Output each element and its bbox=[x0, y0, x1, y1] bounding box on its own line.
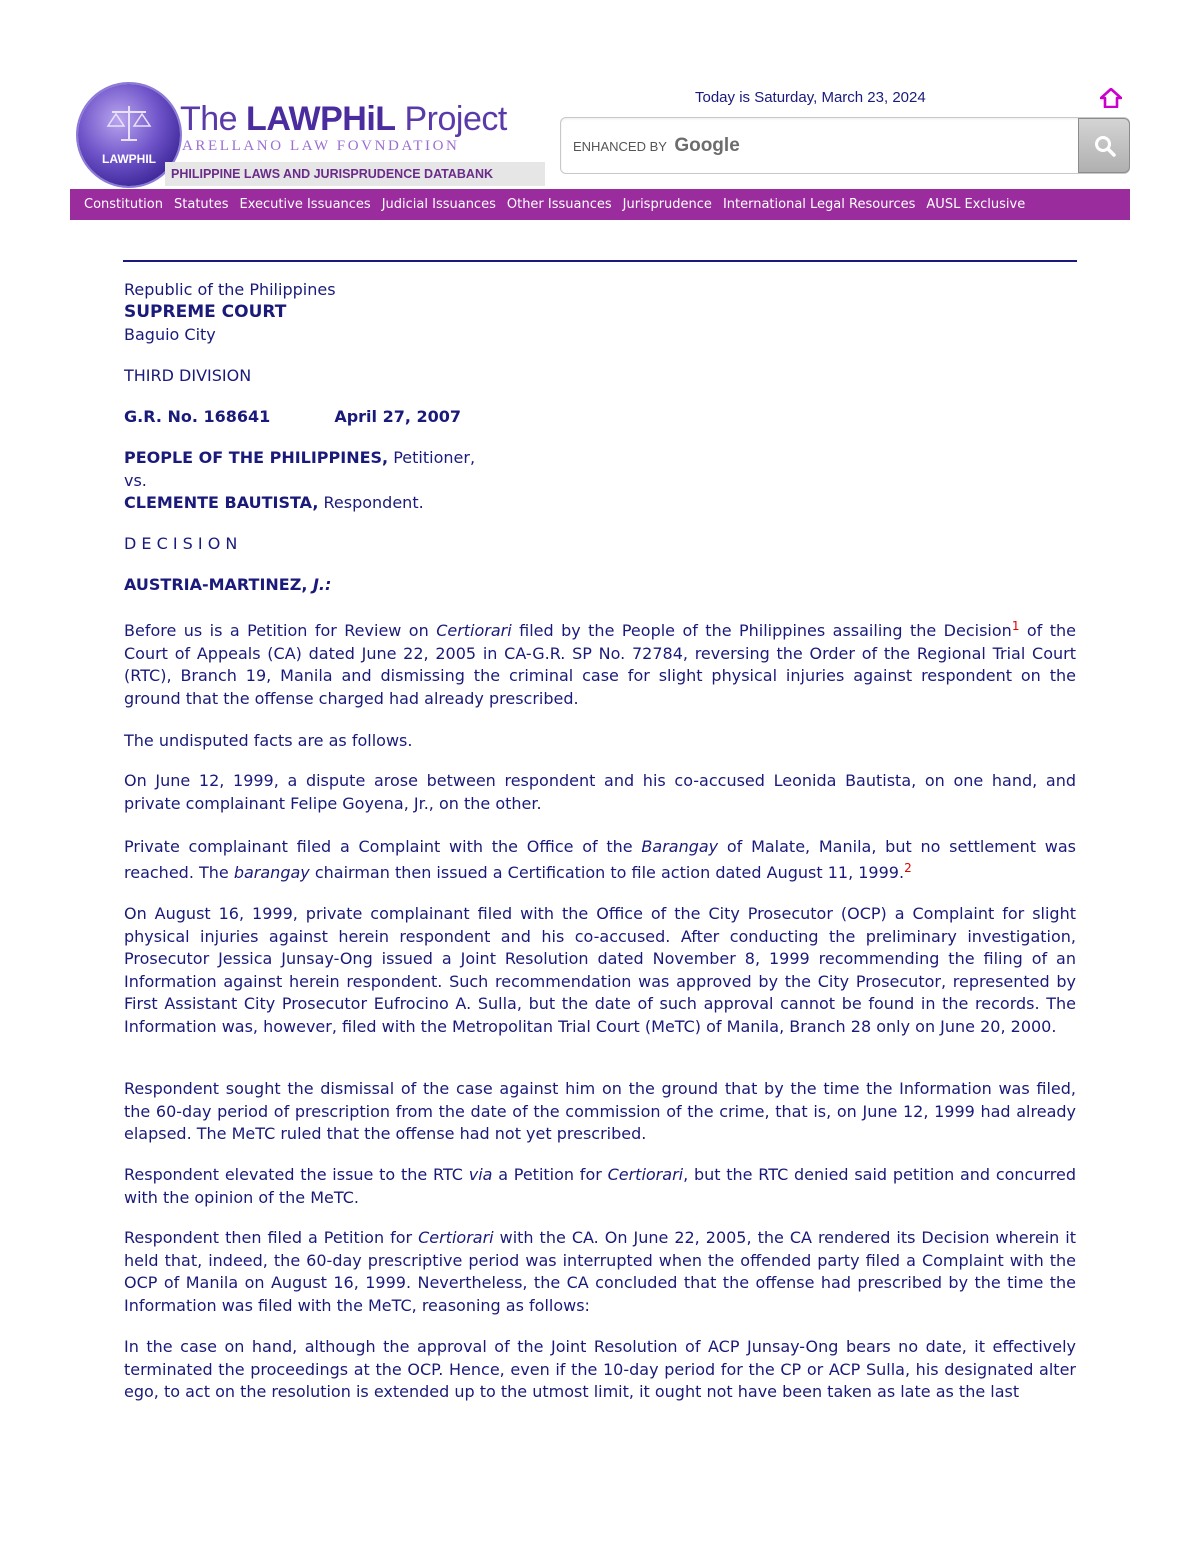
p7-text-a: Respondent elevated the issue to the RTC bbox=[124, 1165, 469, 1184]
paragraph-6: Respondent sought the dismissal of the case against him on the ground that by the time the Information was filed, the 60-day period of prescription from the date of the commission of the crime, that is, on June 12, 1999 had already elapsed. The MeTC ruled that the offense had not yet prescribed. bbox=[124, 1079, 1076, 1143]
search-branding bbox=[573, 135, 740, 157]
search-button[interactable] bbox=[1078, 118, 1130, 173]
p4-italic-2: barangay bbox=[233, 863, 310, 882]
logo-title-the: The bbox=[180, 100, 238, 138]
search-icon bbox=[1093, 134, 1117, 158]
court-city: Baguio City bbox=[124, 325, 216, 344]
paragraph-1 bbox=[124, 620, 1076, 710]
p7-italic-2: Certiorari bbox=[607, 1165, 684, 1184]
logo-title-main: LAWPHiL bbox=[246, 100, 396, 138]
main-nav bbox=[70, 189, 1130, 220]
petitioner-role: Petitioner, bbox=[388, 448, 476, 467]
p8-italic: Certiorari bbox=[418, 1228, 494, 1247]
nav-ausl-exclusive[interactable]: AUSL Exclusive bbox=[926, 197, 1026, 212]
logo-subtitle: ARELLANO LAW FOVNDATION bbox=[182, 138, 460, 154]
p8-text-a: Respondent then filed a Petition for bbox=[124, 1228, 419, 1247]
paragraph-2: The undisputed facts are as follows. bbox=[124, 731, 413, 750]
court-name: SUPREME COURT bbox=[124, 302, 287, 322]
p1-text-a: Before us is a Petition for Review on bbox=[124, 621, 437, 640]
p4-text-a: Private complainant filed a Complaint with the Office of the bbox=[124, 837, 642, 856]
logo-databank-band: PHILIPPINE LAWS AND JURISPRUDENCE DATABANK bbox=[165, 162, 545, 186]
ponente-title: J.: bbox=[312, 575, 332, 594]
gr-number: G.R. No. 168641 bbox=[124, 407, 271, 426]
footnote-1-link[interactable]: 1 bbox=[1011, 619, 1020, 633]
site-logo[interactable] bbox=[70, 80, 550, 190]
seal-label: LAWPHIL bbox=[102, 152, 156, 166]
nav-judicial-issuances[interactable]: Judicial Issuances bbox=[381, 197, 496, 212]
paragraph-5: On August 16, 1999, private complainant filed with the Office of the City Prosecutor (OCP) a Complaint for slight physical injuries against herein respondent and his co-accused. After conducting the preliminary investigation, Prosecutor Jessica Junsay-Ong issued a Joint Resolution dated November 8, 1999 recommending the filing of an Information against herein respondent. Such recommendation was approved by the City Prosecutor, represented by First Assistant City Prosecutor Eufrocino A. Sulla, but the date of such approval cannot be found in the records. The Information was, however, filed with the Metropolitan Trial Court (MeTC) of Manila, Branch 28 only on June 20, 2000. bbox=[124, 904, 1076, 1036]
search-google-label: Google bbox=[674, 135, 740, 156]
p4-italic-1: Barangay bbox=[641, 837, 719, 856]
p7-text-c: , but the RTC denied said petition and concurred with the opinion of the MeTC. bbox=[124, 1165, 1077, 1207]
paragraph-8 bbox=[124, 1227, 1076, 1317]
paragraph-3: On June 12, 1999, a dispute arose between respondent and his co-accused Leonida Bautista, on one hand, and private complainant Felipe Goyena, Jr., on the other. bbox=[124, 771, 1076, 813]
paragraph-9: In the case on hand, although the approval of the Joint Resolution of ACP Junsay-Ong bears no date, it effectively terminated the proceedings at the OCP. Hence, even if the 10-day period for the CP or ACP Sulla, his designated alter ego, to act on the resolution is extended up to the utmost limit, it ought not have been taken as late as the last bbox=[124, 1337, 1076, 1401]
nav-other-issuances[interactable]: Other Issuances bbox=[506, 197, 612, 212]
footnote-2-link[interactable]: 2 bbox=[904, 861, 912, 875]
petitioner-name: PEOPLE OF THE PHILIPPINES, bbox=[124, 448, 389, 467]
respondent-name: CLEMENTE BAUTISTA, bbox=[124, 493, 319, 512]
respondent-line bbox=[124, 492, 1076, 515]
today-date: Today is Saturday, March 23, 2024 bbox=[695, 89, 926, 106]
division-name: THIRD DIVISION bbox=[124, 366, 252, 385]
nav-statutes[interactable]: Statutes bbox=[174, 197, 229, 212]
nav-constitution[interactable]: Constitution bbox=[84, 197, 163, 212]
p1-text-c: of the Court of Appeals (CA) dated June 22, 2005 in CA-G.R. SP No. 72784, reversing the Order of the Regional Trial Court (RTC), Branch 19, Manila and dismissing the criminal case for slight physical injuries against respondent on the ground that the offense charged had already prescribed. bbox=[124, 621, 1077, 708]
p7-italic-1: via bbox=[468, 1165, 493, 1184]
logo-title-end: Project bbox=[404, 100, 507, 138]
decision-heading: D E C I S I O N bbox=[124, 534, 238, 553]
search-enhanced-label: ENHANCED BY bbox=[573, 139, 667, 154]
paragraph-4 bbox=[124, 834, 1076, 886]
p8-text-b: with the CA. On June 22, 2005, the CA rendered its Decision wherein it held that, indeed, the 60-day prescriptive period was interrupted when the offended party filed a Complaint with the OCP of Manila on August 16, 1999. Nevertheless, the CA concluded that the offense had prescribed by the time the Information was filed with the MeTC, reasoning as follows: bbox=[124, 1228, 1076, 1315]
respondent-role: Respondent. bbox=[318, 493, 424, 512]
header-divider bbox=[123, 260, 1077, 262]
scales-of-justice-icon bbox=[106, 102, 152, 146]
p4-text-b: of Malate, Manila, but no settlement was reached. The bbox=[124, 837, 1077, 882]
petitioner-line bbox=[124, 447, 1076, 470]
ponente-name: AUSTRIA-MARTINEZ, bbox=[124, 575, 308, 594]
nav-executive-issuances[interactable]: Executive Issuances bbox=[239, 197, 371, 212]
home-icon[interactable] bbox=[1100, 88, 1122, 108]
logo-title bbox=[180, 100, 507, 139]
search-input[interactable] bbox=[560, 117, 1130, 174]
case-heading bbox=[124, 406, 1076, 429]
p7-text-b: a Petition for bbox=[492, 1165, 608, 1184]
ponente-line bbox=[124, 574, 1076, 597]
p1-text-b: filed by the People of the Philippines assailing the Decision bbox=[511, 621, 1012, 640]
versus-line: vs. bbox=[124, 471, 147, 490]
nav-jurisprudence[interactable]: Jurisprudence bbox=[622, 197, 712, 212]
p4-text-c: chairman then issued a Certification to file action dated August 11, 1999. bbox=[309, 863, 905, 882]
p1-italic: Certiorari bbox=[436, 621, 512, 640]
republic-line: Republic of the Philippines bbox=[124, 280, 336, 299]
nav-international-legal-resources[interactable]: International Legal Resources bbox=[722, 197, 916, 212]
paragraph-7 bbox=[124, 1164, 1076, 1209]
decision-date: April 27, 2007 bbox=[334, 407, 462, 426]
